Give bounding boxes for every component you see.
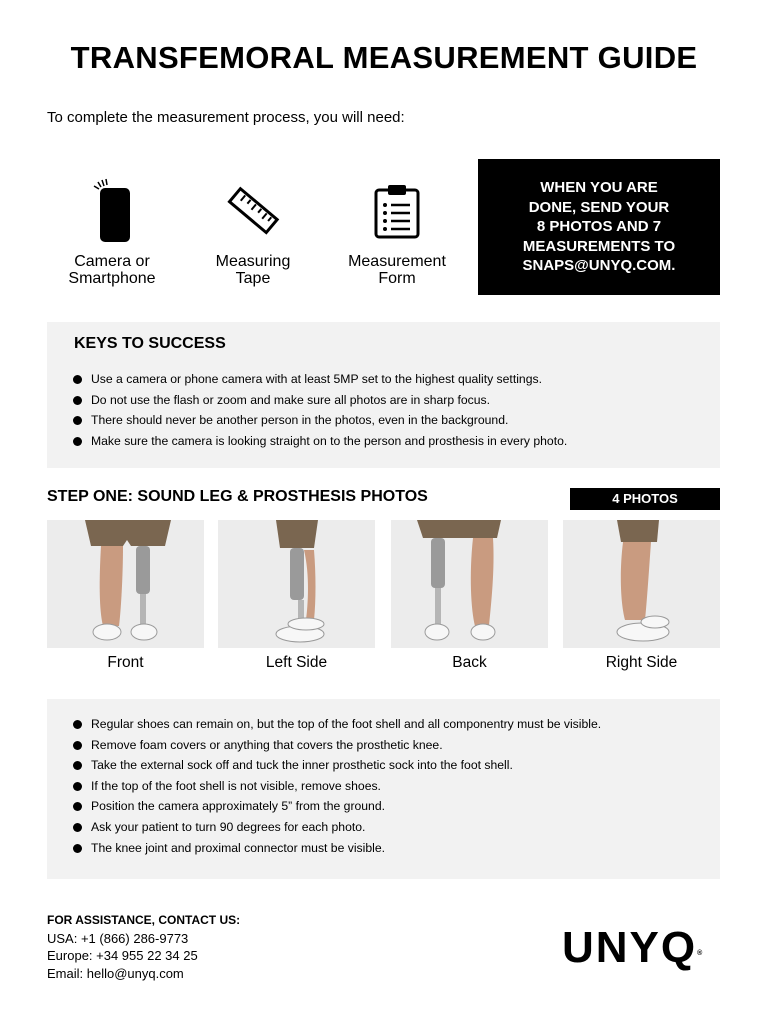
photo-caption: Front: [107, 654, 144, 671]
page-title: TRANSFEMORAL MEASUREMENT GUIDE: [70, 40, 698, 75]
list-item: If the top of the foot shell is not visible, remove shoes.: [47, 776, 720, 797]
keys-heading: KEYS TO SUCCESS: [74, 335, 226, 352]
keys-to-success-panel: [47, 322, 720, 468]
photo-notes-panel: [47, 699, 720, 879]
unyq-logo: UNYQ®: [562, 923, 703, 972]
contact-europe-phone: Europe: +34 955 22 34 25: [47, 948, 198, 963]
list-item: The knee joint and proximal connector must be visible.: [47, 838, 720, 859]
list-item: Use a camera or phone camera with at least 5MP set to the highest quality settings.: [47, 369, 720, 390]
tool-camera: [52, 175, 172, 287]
photo-front: [47, 520, 204, 648]
intro-text: To complete the measurement process, you will need:: [47, 109, 405, 126]
photo-caption: Back: [452, 654, 487, 671]
photo-caption: Left Side: [265, 654, 328, 671]
contact-block: [47, 912, 240, 982]
tool-label: Measurement Form: [348, 253, 446, 287]
contact-heading: FOR ASSISTANCE, CONTACT US:: [47, 913, 241, 927]
list-item: Take the external sock off and tuck the inner prosthetic sock into the foot shell.: [47, 755, 720, 776]
photo-count-badge: 4 PHOTOS: [570, 488, 720, 510]
notes-list: [47, 714, 720, 858]
clipboard-form-icon: [337, 175, 457, 247]
contact-email: Email: hello@unyq.com: [47, 965, 184, 981]
tool-label: Measuring Tape: [215, 253, 291, 287]
measuring-tape-icon: [193, 175, 313, 247]
list-item: Regular shoes can remain on, but the top of the foot shell and all componentry must be visible.: [47, 714, 720, 735]
list-item: Do not use the flash or zoom and make sure all photos are in sharp focus.: [47, 390, 720, 411]
list-item: There should never be another person in the photos, even in the background.: [47, 410, 720, 431]
list-item: Remove foam covers or anything that covers the prosthetic knee.: [47, 735, 720, 756]
list-item: Ask your patient to turn 90 degrees for each photo.: [47, 817, 720, 838]
photo-caption: Right Side: [605, 654, 678, 671]
keys-list: [47, 369, 720, 451]
step-one-heading: STEP ONE: SOUND LEG & PROSTHESIS PHOTOS: [47, 488, 428, 505]
tool-label: Camera or Smartphone: [68, 253, 156, 287]
tool-form: [337, 175, 457, 287]
send-instructions-box: WHEN YOU ARE DONE, SEND YOUR 8 PHOTOS AND 7 MEASUREMENTS TO SNAPS@UNYQ.COM.: [478, 159, 720, 295]
contact-usa-phone: USA: +1 (866) 286-9773: [47, 930, 189, 946]
list-item: Make sure the camera is looking straight on to the person and prosthesis in every photo.: [47, 431, 720, 452]
photo-left-side: [218, 520, 375, 648]
photo-back: [391, 520, 548, 648]
smartphone-icon: [52, 175, 172, 247]
tool-tape: [193, 175, 313, 287]
list-item: Position the camera approximately 5” from the ground.: [47, 796, 720, 817]
photo-right-side: [563, 520, 720, 648]
